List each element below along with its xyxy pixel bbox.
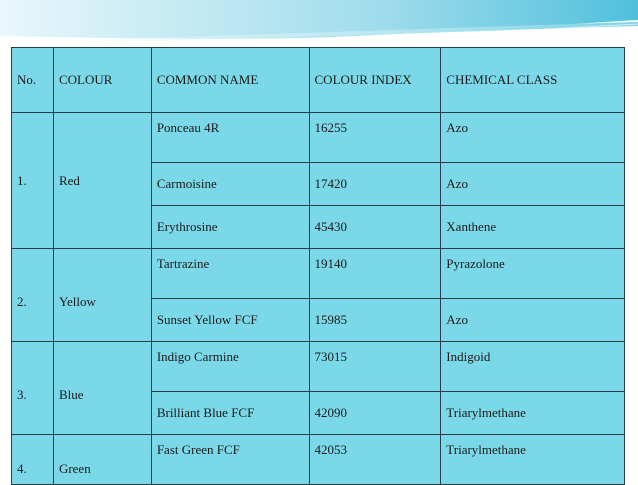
colour-index-cell: 45430: [309, 206, 441, 249]
common-name-cell: Brilliant Blue FCF: [151, 392, 309, 435]
table-row: [12, 113, 625, 163]
chemical-class-cell: Azo: [441, 163, 625, 206]
row-number: 3.: [12, 342, 54, 435]
common-name-cell: Erythrosine: [151, 206, 309, 249]
common-name-cell: Ponceau 4R: [151, 113, 309, 163]
colour-index-cell: 73015: [309, 342, 441, 392]
food-colours-table: [11, 47, 625, 485]
table-row: [12, 342, 625, 392]
colour-index-cell: 19140: [309, 249, 441, 299]
header-colour: COLOUR: [53, 48, 151, 113]
common-name-cell: Carmoisine: [151, 163, 309, 206]
row-number: 4.: [12, 435, 54, 485]
colour-index-cell: 16255: [309, 113, 441, 163]
common-name-cell: Fast Green FCF: [151, 435, 309, 485]
colour-cell: Blue: [53, 342, 151, 435]
chemical-class-cell: Azo: [441, 113, 625, 163]
row-number: 2.: [12, 249, 54, 342]
row-number: 1.: [12, 113, 54, 249]
colour-index-cell: 42053: [309, 435, 441, 485]
colour-index-cell: 15985: [309, 299, 441, 342]
colour-cell: Yellow: [53, 249, 151, 342]
decorative-wave-banner: [0, 0, 638, 50]
colour-index-cell: 42090: [309, 392, 441, 435]
common-name-cell: Tartrazine: [151, 249, 309, 299]
colour-index-cell: 17420: [309, 163, 441, 206]
colour-cell: Green: [53, 435, 151, 485]
table-row: [12, 435, 625, 485]
chemical-class-cell: Triarylmethane: [441, 435, 625, 485]
chemical-class-cell: Indigoid: [441, 342, 625, 392]
common-name-cell: Sunset Yellow FCF: [151, 299, 309, 342]
table-row: [12, 249, 625, 299]
colour-cell: Red: [53, 113, 151, 249]
chemical-class-cell: Pyrazolone: [441, 249, 625, 299]
table-header-row: [12, 48, 625, 113]
chemical-class-cell: Triarylmethane: [441, 392, 625, 435]
header-chemical-class: CHEMICAL CLASS: [441, 48, 625, 113]
common-name-cell: Indigo Carmine: [151, 342, 309, 392]
header-common-name: COMMON NAME: [151, 48, 309, 113]
chemical-class-cell: Azo: [441, 299, 625, 342]
header-colour-index: COLOUR INDEX: [309, 48, 441, 113]
chemical-class-cell: Xanthene: [441, 206, 625, 249]
header-no: No.: [12, 48, 54, 113]
